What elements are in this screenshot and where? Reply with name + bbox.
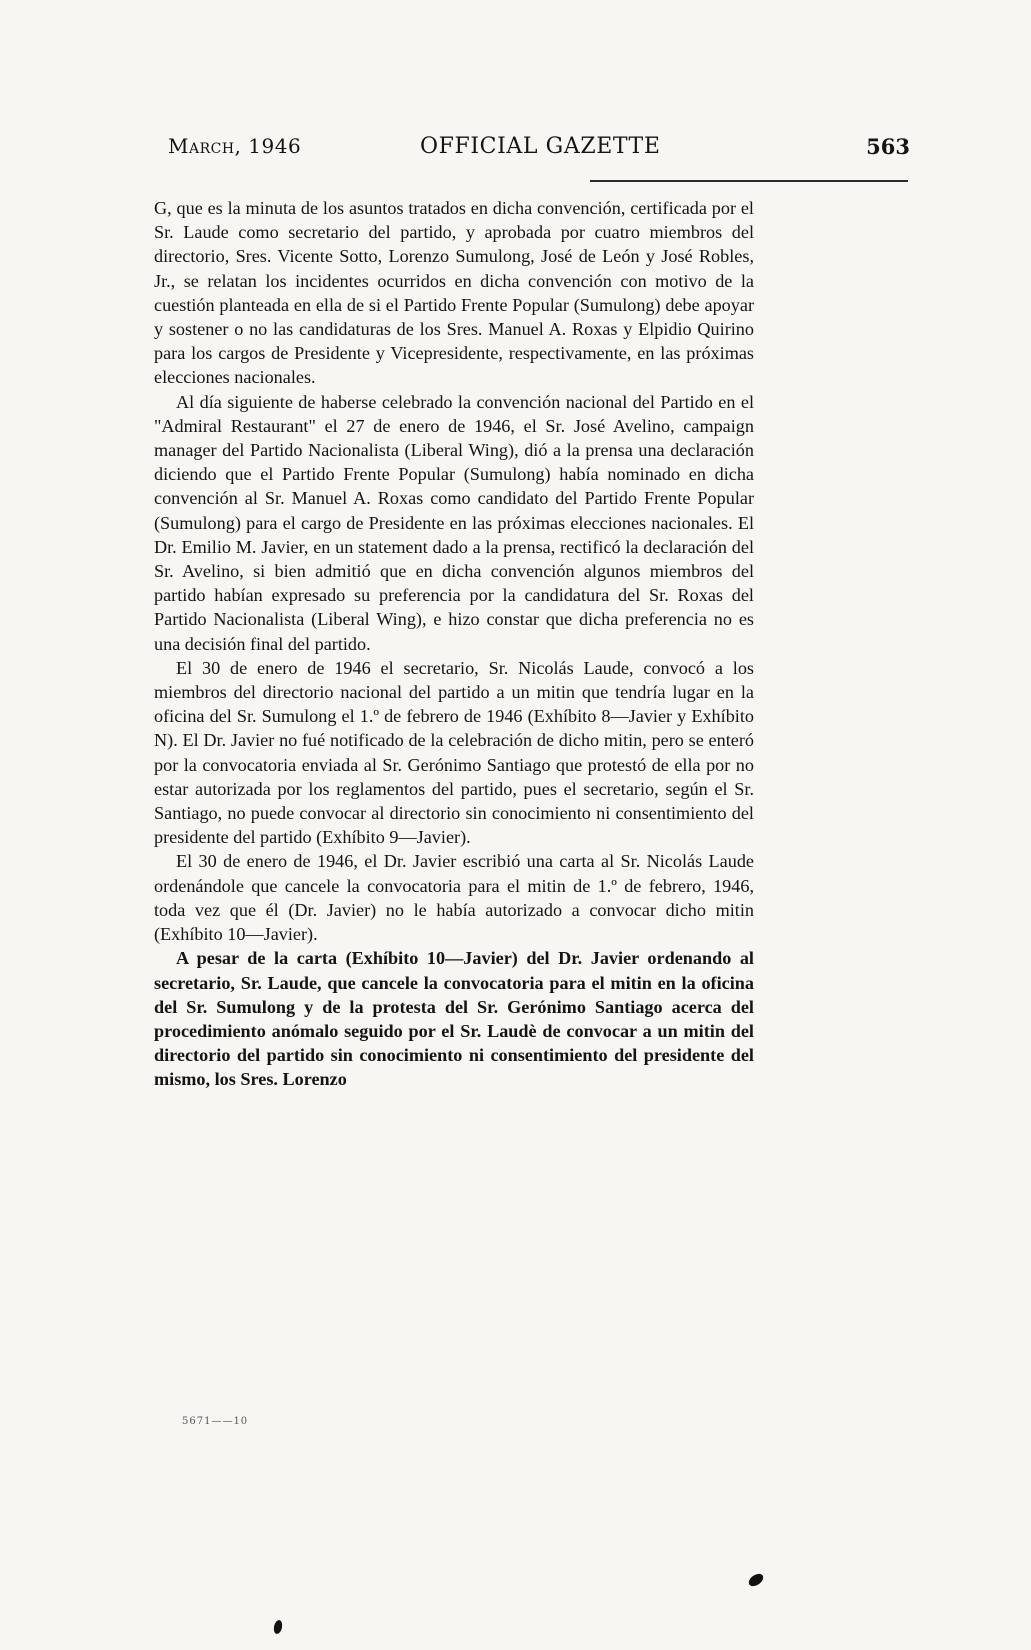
header-page-number: 563 xyxy=(866,134,910,159)
page-header xyxy=(168,134,910,172)
paragraph-1: G, que es la minuta de los asuntos tratados en dicha convención, certificada por el Sr. Laude como secretario del partido, y aprobada por cuatro miembros del directorio, Sres. Vicente Sotto, Lorenzo Sumulong, José de León y José Robles, Jr., se relatan los incidentes ocurridos en dicha convención con motivo de la cuestión planteada en ella de si el Partido Frente Popular (Sumulong) debe apoyar y sostener o no las candidaturas de los Sres. Manuel A. Roxas y Elpidio Quirino para los cargos de Presidente y Vicepresidente, respectivamente, en las próximas elecciones nacionales. xyxy=(154,198,754,388)
paragraph-5: A pesar de la carta (Exhíbito 10—Javier) del Dr. Javier ordenando al secretario, Sr. Laude, que cancele la convocatoria para el mitin en la oficina del Sr. Sumulong y de la protesta del Sr. Gerónimo Santiago acerca del procedimiento anómalo seguido por el Sr. Laudè de convocar a un mitin del directorio del partido sin conocimiento ni consentimiento del presidente del mismo, los Sres. Lorenzo xyxy=(154,948,754,1090)
ink-speck xyxy=(273,1619,284,1634)
ink-speck xyxy=(747,1571,766,1588)
paragraph-3: El 30 de enero de 1946 el secretario, Sr. Nicolás Laude, convocó a los miembros del directorio nacional del partido a un mitin que tendría lugar en la oficina del Sr. Sumulong el 1.º de febrero de 1946 (Exhíbito 8—Javier y Exhíbito N). El Dr. Javier no fué notificado de la celebración de dicho mitin, pero se enteró por la convocatoria enviada al Sr. Gerónimo Santiago que protestó de ella por no estar autorizada por los reglamentos del partido, pues el secretario, según el Sr. Santiago, no puede convocar al directorio sin conocimiento ni consentimiento del presidente del partido (Exhíbito 9—Javier). xyxy=(154,657,754,848)
paragraph-4: El 30 de enero de 1946, el Dr. Javier escribió una carta al Sr. Nicolás Laude ordenándole que cancele la convocatoria para el mitin de 1.º de febrero, 1946, toda vez que él (Dr. Javier) no le había autorizado a convocar dicho mitin (Exhíbito 10—Javier). xyxy=(154,851,754,945)
paragraph-2: Al día siguiente de haberse celebrado la convención nacional del Partido en el "Admiral Restaurant" el 27 de enero de 1946, el Sr. José Avelino, campaign manager del Partido Nacionalista (Liberal Wing), dió a la prensa una declaración diciendo que el Partido Frente Popular (Sumulong) había nominado en dicha convención al Sr. Manuel A. Roxas como candidato del Partido Frente Popular (Sumulong) para el cargo de Presidente en las próximas elecciones nacionales. El Dr. Emilio M. Javier, en un statement dado a la prensa, rectificó la declaración del Sr. Avelino, si bien admitió que en dicha convención algunos miembros del partido habían expresado su preferencia por la candidatura del Sr. Roxas del Partido Nacionalista (Liberal Wing), e hizo constar que dicha preferencia no es una decisión final del partido. xyxy=(154,391,754,654)
body-text xyxy=(154,196,754,1092)
header-rule xyxy=(590,180,908,182)
header-date: March, 1946 xyxy=(168,134,302,158)
printer-mark: 5671——10 xyxy=(182,1416,249,1427)
header-publication-title: OFFICIAL GAZETTE xyxy=(420,134,661,159)
